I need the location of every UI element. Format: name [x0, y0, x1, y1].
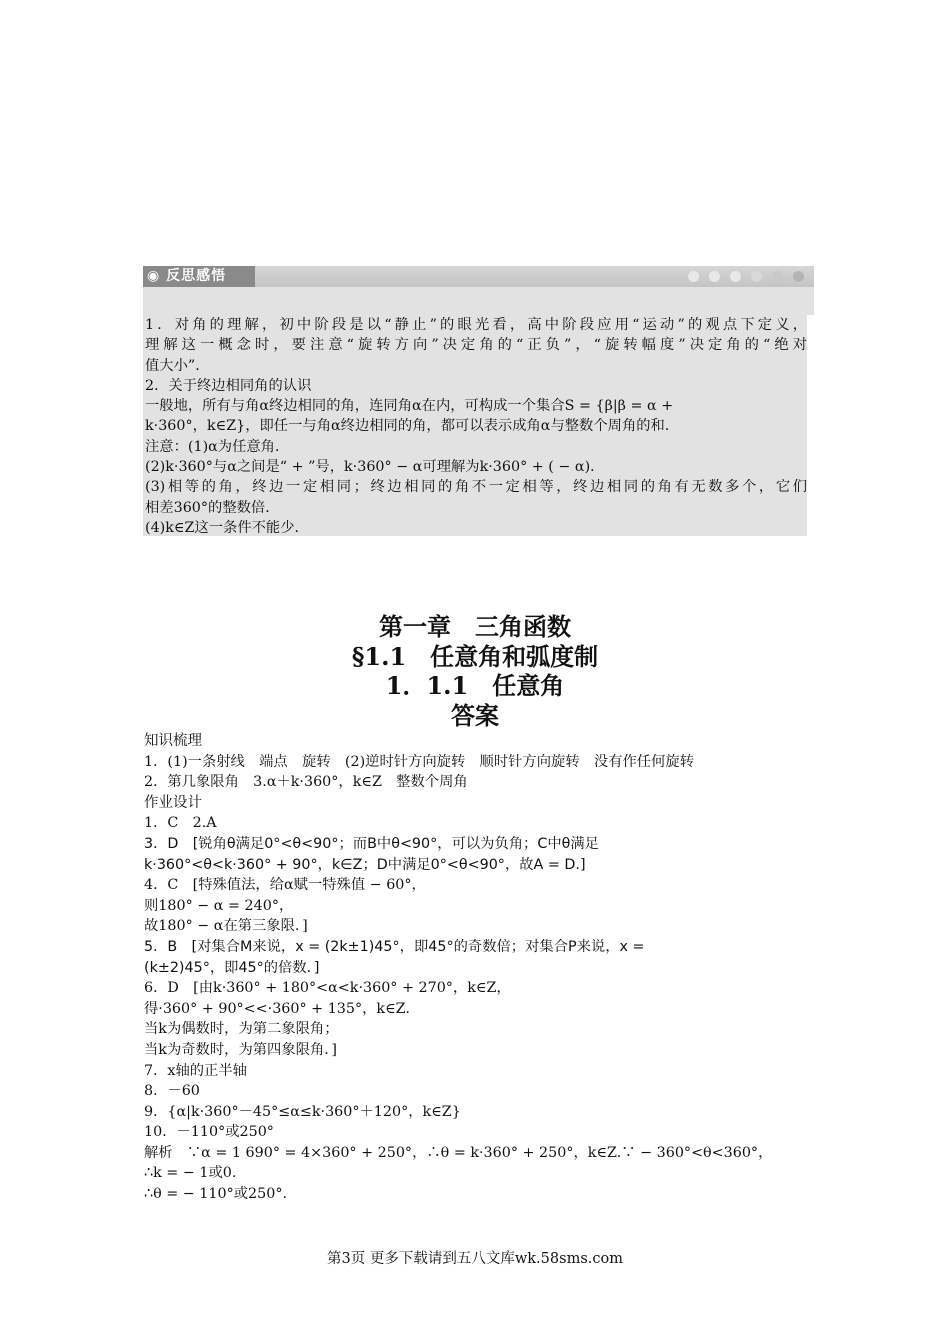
answer-line: 则180° − α = 240°， [144, 897, 294, 914]
reflection-box-top [143, 287, 814, 315]
dot-icon [709, 271, 720, 282]
answer-line: 当k为奇数时，为第四象限角．] [144, 1041, 337, 1058]
answer-line: 9．{α|k·360°－45°≤α≤k·360°＋120°，k∈Z} [144, 1103, 461, 1120]
answers-section [144, 731, 804, 1205]
reflection-line: 一般地，所有与角α终边相同的角，连同角α在内，可构成一个集合S = {β|β = α + [145, 398, 674, 415]
answer-line: 10．－110°或250° [144, 1124, 274, 1141]
reflection-line: (2)k·360°与α之间是“ + ”号，k·360° − α可理解为k·360° + ( − α)． [145, 459, 605, 476]
dot-icon [688, 271, 699, 282]
knowledge-heading: 知识梳理 [144, 733, 202, 749]
answer-line: (k±2)45°，即45°的倍数．] [144, 959, 320, 976]
reflection-banner [143, 266, 814, 287]
section-title: §1.1 任意角和弧度制 [351, 641, 599, 671]
answer-line: 2．第几象限角 3.α＋k·360°，k∈Z 整数个周角 [144, 774, 468, 791]
dot-icon [793, 271, 804, 282]
answer-line: k·360°<θ<k·360° + 90°，k∈Z；D中满足0°<θ<90°，故A = D.] [144, 856, 586, 873]
answer-line: ∴θ = − 110°或250°. [144, 1186, 288, 1203]
answer-line: 1．C 2.A [144, 815, 217, 832]
reflection-line: (3)相等的角，终边一定相同；终边相同的角不一定相等，终边相同的角有无数多个，它们 [145, 479, 807, 496]
answer-line: 5．B [对集合M来说，x = (2k±1)45°，即45°的奇数倍；对集合P来说，x = [144, 938, 645, 955]
dot-icon [772, 271, 783, 282]
answer-line: 6．D [由k·360° + 180°<α<k·360° + 270°，k∈Z， [144, 980, 511, 997]
answer-line: 1．(1)一条射线 端点 旋转 (2)逆时针方向旋转 顺时针方向旋转 没有作任何旋转 [144, 753, 694, 770]
chapter-headings [0, 612, 950, 730]
dot-icon [751, 271, 762, 282]
reflection-line: (4)k∈Z这一条件不能少． [145, 519, 309, 536]
answer-line: 故180° − α在第三象限．] [144, 918, 308, 935]
page-footer: 第3页 更多下载请到五八文库wk.58sms.com [327, 1251, 623, 1267]
chapter-title: 第一章 三角函数 [379, 612, 571, 641]
answer-line: 得·360° + 90°<<·360° + 135°，k∈Z. [144, 1000, 410, 1017]
answer-line: 3．D [锐角θ满足0°<θ<90°；而B中θ<90°，可以为负角；C中θ满足 [144, 835, 599, 852]
reflection-line: 注意：(1)α为任意角． [145, 438, 290, 455]
reflection-line: 相差360°的整数倍． [145, 499, 280, 516]
homework-heading: 作业设计 [144, 794, 202, 811]
dot-icon [730, 271, 741, 282]
reflection-line: 理解这一概念时，要注意“旋转方向”决定角的“正负”，“旋转幅度”决定角的“绝对 [145, 337, 807, 354]
reflection-line: 1．对角的理解，初中阶段是以“静止”的眼光看，高中阶段应用“运动”的观点下定义， [145, 317, 807, 333]
reflection-line: 2．关于终边相同角的认识 [145, 377, 312, 394]
answer-line: 当k为偶数时，为第二象限角； [144, 1021, 339, 1038]
answer-line: 7．x轴的正半轴 [144, 1062, 247, 1079]
reflection-line: k·360°，k∈Z}，即任一与角α终边相同的角，都可以表示成角α与整数个周角的和． [145, 418, 680, 435]
answer-line: 解析 ∵α = 1 690° = 4×360° + 250°，∴θ = k·360° + 250°，k∈Z.∵ − 360°<θ<360°， [144, 1144, 773, 1161]
answer-line: 4．C [特殊值法，给α赋一特殊值 − 60°， [144, 877, 426, 894]
reflection-body [143, 315, 807, 536]
decorative-dots [688, 271, 804, 282]
answer-line: ∴k = − 1或0. [144, 1165, 237, 1182]
answer-line: 8．－60 [144, 1083, 200, 1100]
reflection-label: ◉ 反思感悟 [143, 266, 255, 287]
reflection-line: 值大小”． [145, 357, 210, 374]
answers-title: 答案 [451, 700, 499, 730]
subsection-title: 1．1.1 任意角 [385, 671, 565, 700]
